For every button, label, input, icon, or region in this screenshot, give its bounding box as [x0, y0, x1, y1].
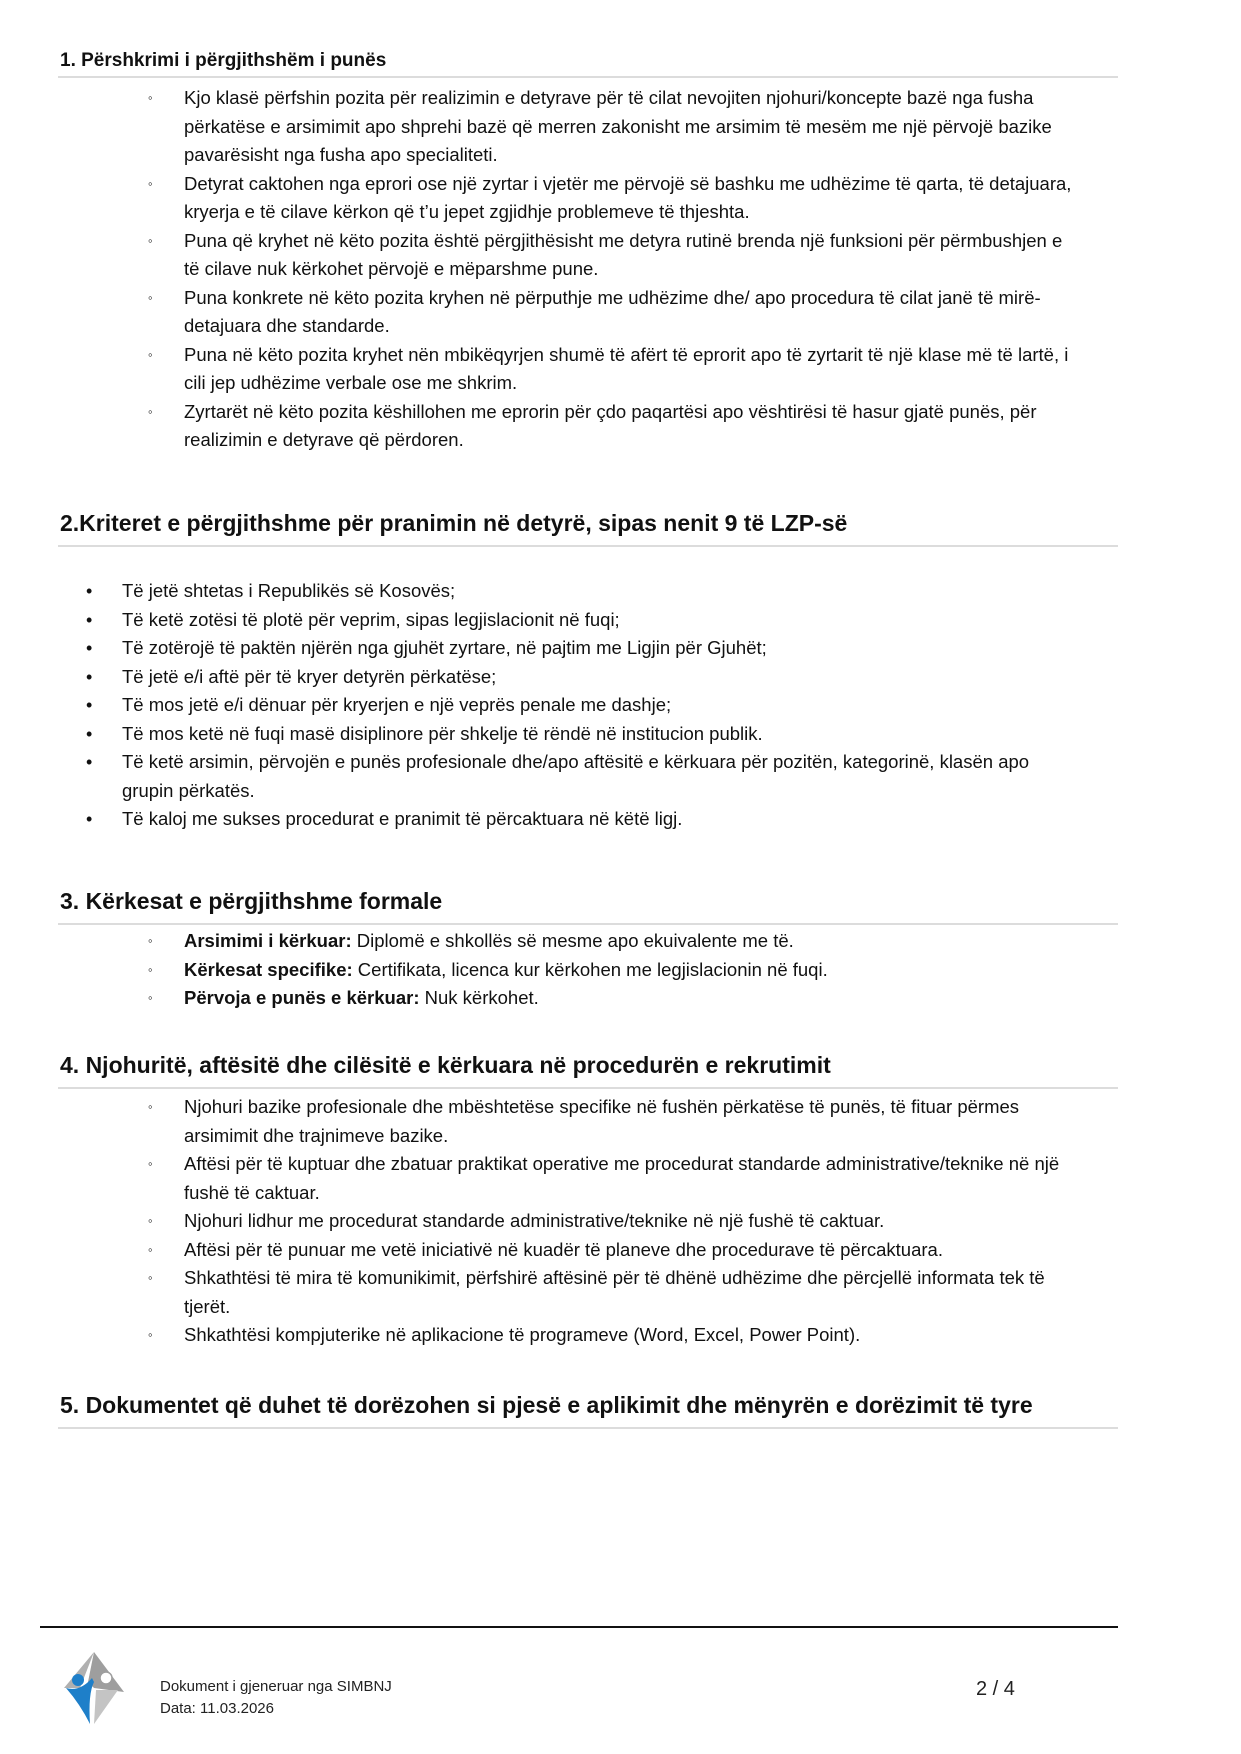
circle-bullet-icon: ◦ — [148, 90, 153, 105]
list-item: ◦ Aftësi për të kuptuar dhe zbatuar praktikat operative me procedurat standarde administrative/teknike në një fushë të caktuar. — [184, 1150, 1118, 1207]
bullet-list — [58, 84, 1118, 455]
circle-bullet-icon: ◦ — [148, 1241, 153, 1257]
simbnj-logo-icon — [58, 1648, 128, 1726]
list-item: • Të zotërojë të paktën njërën nga gjuhët zyrtare, në pajtim me Ligjin për Gjuhët; — [122, 634, 1118, 663]
list-item — [148, 927, 1118, 956]
disc-bullet-icon: • — [86, 723, 93, 744]
footer-divider — [40, 1626, 1118, 1628]
circle-bullet-icon: ◦ — [148, 990, 153, 1005]
requirement-value: Nuk kërkohet. — [419, 987, 539, 1008]
requirement-label: Përvoja e punës e kërkuar: — [184, 987, 420, 1008]
divider — [58, 76, 1118, 78]
disc-bullet-icon: • — [86, 695, 93, 715]
document-date: Data: 11.03.2026 — [160, 1700, 274, 1717]
list-item: ◦ Shkathtësi kompjuterike në aplikacione të programeve (Word, Excel, Power Point). — [184, 1321, 1118, 1350]
requirement-label: Kërkesat specifike: — [184, 958, 353, 980]
circle-bullet-icon: ◦ — [148, 933, 153, 948]
list-item: ◦ Njohuri lidhur me procedurat standarde administrative/teknike në një fushë të caktuar. — [184, 1207, 1118, 1236]
list-item: ◦ Puna që kryhet në këto pozita është përgjithësisht me detyra rutinë brenda një funksioni për përmbushjen e të cilave nuk kërkohet përvojë e mëparshme pune. — [184, 227, 1118, 284]
circle-bullet-icon: ◦ — [148, 1270, 153, 1285]
list-item: • Të mos ketë në fuqi masë disiplinore për shkelje të rëndë në institucion publik. — [122, 720, 1118, 749]
list-item: • Të jetë e/i aftë për të kryer detyrën përkatëse; — [122, 663, 1118, 692]
bullet-list — [58, 1093, 1118, 1350]
list-item: ◦ Shkathtësi të mira të komunikimit, përfshirë aftësinë për të dhënë udhëzime dhe përcjellë informata tek të tjerët. — [184, 1264, 1118, 1321]
section-documents — [58, 1388, 1118, 1429]
section-title: 5. Dokumentet që duhet të dorëzohen si pjesë e aplikimit dhe mënyrën e dorëzimit të tyre — [60, 1392, 1033, 1418]
page-number: 2 / 4 — [976, 1678, 1015, 1700]
disc-bullet-icon: • — [86, 581, 93, 601]
generated-by-text: Dokument i gjeneruar nga SIMBNJ — [160, 1678, 392, 1695]
disc-bullet-icon: • — [86, 609, 93, 630]
disc-bullet-icon: • — [86, 809, 93, 829]
list-item — [148, 984, 1118, 1013]
bullet-list — [58, 927, 1118, 1013]
requirement-value: Certifikata, licenca kur kërkohen me legjislacionin në fuqi. — [352, 958, 828, 980]
divider — [58, 545, 1118, 547]
divider — [58, 923, 1118, 925]
footer-info — [160, 1676, 392, 1720]
circle-bullet-icon: ◦ — [148, 1156, 153, 1171]
bullet-list — [58, 577, 1118, 834]
list-item: • Të mos jetë e/i dënuar për kryerjen e një veprës penale me dashje; — [122, 691, 1118, 720]
circle-bullet-icon: ◦ — [148, 175, 153, 191]
list-item: ◦ Detyrat caktohen nga eprori ose një zyrtar i vjetër me përvojë së bashku me udhëzime të qarta, të detajuara, kryerja e të cilave kërkon që t’u jepet zgjidhje problemeve të thjeshta. — [184, 170, 1118, 227]
circle-bullet-icon: ◦ — [148, 232, 153, 248]
section-title: 1. Përshkrimi i përgjithshëm i punës — [60, 50, 387, 71]
list-item: ◦ Njohuri bazike profesionale dhe mbështetëse specifike në fushën përkatëse të punës, të fituar përmes arsimimit dhe trajnimeve bazike. — [184, 1093, 1118, 1150]
divider — [58, 1427, 1118, 1429]
circle-bullet-icon: ◦ — [148, 289, 153, 305]
circle-bullet-icon: ◦ — [148, 346, 153, 362]
disc-bullet-icon: • — [86, 752, 93, 772]
section-knowledge-skills — [58, 1048, 1118, 1350]
section-title: 2.Kriteret e përgjithshme për pranimin në detyrë, sipas nenit 9 të LZP-së — [60, 510, 848, 536]
section-job-description — [58, 50, 1118, 455]
list-item — [148, 956, 1118, 985]
list-item: • Të ketë zotësi të plotë për veprim, sipas legjislacionit në fuqi; — [122, 606, 1118, 635]
section-title: 3. Kërkesat e përgjithshme formale — [60, 888, 443, 914]
section-title: 4. Njohuritë, aftësitë dhe cilësitë e kërkuara në procedurën e rekrutimit — [60, 1052, 831, 1078]
section-general-criteria — [58, 506, 1118, 834]
disc-bullet-icon: • — [86, 638, 93, 658]
circle-bullet-icon: ◦ — [148, 403, 153, 419]
section-formal-requirements — [58, 884, 1118, 1013]
disc-bullet-icon: • — [86, 666, 93, 687]
list-item: ◦ Zyrtarët në këto pozita këshillohen me eprorin për çdo paqartësi apo vështirësi të hasur gjatë punës, për realizimin e detyrave që përdoren. — [184, 398, 1118, 455]
circle-bullet-icon: ◦ — [148, 1213, 153, 1228]
circle-bullet-icon: ◦ — [148, 961, 153, 977]
divider — [58, 1087, 1118, 1089]
list-item: ◦ Kjo klasë përfshin pozita për realizimin e detyrave për të cilat nevojiten njohuri/koncepte bazë nga fusha përkatëse e arsimimit apo shprehi bazë që merren zakonisht me arsimim të mesëm me një përvojë bazike pavarësisht nga fusha apo specialiteti. — [184, 84, 1118, 170]
requirement-label: Arsimimi i kërkuar: — [184, 930, 352, 951]
list-item: ◦ Aftësi për të punuar me vetë iniciativë në kuadër të planeve dhe procedurave të përcaktuara. — [184, 1236, 1118, 1265]
requirement-value: Diplomë e shkollës së mesme apo ekuivalente me të. — [351, 930, 794, 951]
list-item: • Të kaloj me sukses procedurat e pranimit të përcaktuara në këtë ligj. — [122, 805, 1118, 834]
list-item: • Të ketë arsimin, përvojën e punës profesionale dhe/apo aftësitë e kërkuara për pozitën, kategorinë, klasën apo grupin përkatës. — [122, 748, 1118, 805]
list-item: ◦ Puna në këto pozita kryhet nën mbikëqyrjen shumë të afërt të eprorit apo të zyrtarit të një klase më të lartë, i cili jep udhëzime verbale ose me shkrim. — [184, 341, 1118, 398]
list-item: ◦ Puna konkrete në këto pozita kryhen në përputhje me udhëzime dhe/ apo procedura të cilat janë të mirë-detajuara dhe standarde. — [184, 284, 1118, 341]
circle-bullet-icon: ◦ — [148, 1327, 153, 1342]
list-item: • Të jetë shtetas i Republikës së Kosovës; — [122, 577, 1118, 606]
circle-bullet-icon: ◦ — [148, 1099, 153, 1114]
